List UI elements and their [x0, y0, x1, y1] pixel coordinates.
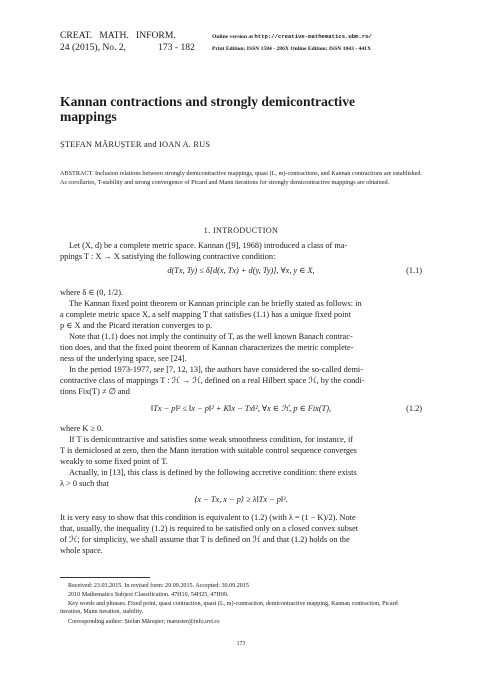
body-line: that, usually, the inequality (1.2) is required to be satisfied only on a closed convex subset [60, 524, 359, 533]
body-line: whole space. [60, 546, 103, 555]
print-edition: Print Edition: ISSN 1584 - 286X Online Edition: ISSN 1843 - 441X [212, 45, 371, 52]
online-url[interactable]: http://creative-mathematics.ubm.ro/ [254, 33, 372, 40]
journal-volume-line [60, 42, 195, 54]
body-line: where δ ∈ (0, 1/2). [60, 288, 124, 297]
equation-number: (1.1) [406, 266, 422, 275]
page-number: 173 [236, 641, 246, 647]
footnote-keywords: Key words and phrases. Fixed point, quasi contraction, quasi (L, m)-contraction, demicontractive mapping, Kannan contraction, Picard iteration, Mann iteration, stability. [60, 601, 398, 616]
body-line: of ℋ; for simplicity, we shall assume that T is defined on ℋ and that (1.2) holds on the [60, 535, 350, 544]
body-line: contractive class of mappings T : ℋ → ℋ, defined on a real Hilbert space ℋ, by the condi- [60, 376, 365, 385]
body-line: weakly to some fixed point of T. [60, 457, 168, 466]
edition-info [212, 31, 372, 55]
journal-volume: 24 (2015), No. 2, [60, 42, 127, 53]
journal-name: CREAT. MATH. INFORM. [60, 30, 176, 41]
paper-authors: ȘTEFAN MĂRUȘTER and IOAN A. RUS [60, 140, 211, 149]
equation-body: ⟨x − Tx, x − p⟩ ≥ λ‖Tx − p‖². [194, 495, 288, 504]
footnote-corresponding: Corresponding author: Ștefan Măruşter; maruster@info.uvt.ro [68, 619, 220, 625]
body-line: ness of the underlying space, see [24]. [60, 354, 187, 363]
body-line: λ > 0 such that [60, 479, 109, 488]
equation-body: d(Tx, Ty) ≤ δ[d(x, Tx) + d(y, Ty)], ∀x, y ∈ X, [167, 266, 315, 275]
body-line: It is very easy to show that this condition is equivalent to (1.2) (with λ = (1 − K)/2). Note [60, 513, 356, 522]
paper-title: Kannan contractions and strongly demicontractive mappings [60, 94, 356, 124]
body-line: Actually, in [13], this class is defined by the following accretive condition: there exists [69, 468, 357, 477]
body-line: where K ≥ 0. [60, 424, 104, 433]
footnote-msc: 2010 Mathematics Subject Classification. 47H10, 54H25, 47H09. [68, 592, 229, 598]
body-line: Note that (1.1) does not imply the continuity of T, as the well known Banach contrac- [69, 332, 353, 341]
section-heading: 1. INTRODUCTION [203, 226, 279, 235]
equation-number: (1.2) [406, 404, 422, 413]
body-line: If T is demicontractive and satisfies some weak smoothness condition, for instance, if [69, 435, 354, 444]
body-line: tions Fix(T) ≠ ∅ and [60, 387, 130, 396]
body-line: ppings T : X → X satisfying the following contractive condition: [60, 252, 276, 261]
equation-body: ‖Tx − p‖² ≤ ‖x − p‖² + K‖x − Tx‖², ∀x ∈ ℋ, p ∈ Fix(T), [150, 404, 332, 413]
body-line: In the period 1973-1977, see [7, 12, 13], the authors have considered the so-called demi- [69, 365, 363, 374]
body-line: tion does, and that the fixed point theorem of Kannan characterizes the metric complete- [60, 343, 354, 352]
journal-pages: 173 - 182 [158, 42, 195, 53]
body-line: a complete metric space X, a self mapping T that satisfies (1.1) has a unique fixed point [60, 310, 351, 319]
body-line: T is demiclosed at zero, then the Mann iteration with suitable control sequence converges [60, 446, 357, 455]
body-line: Let (X, d) be a complete metric space. Kannan ([9], 1968) introduced a class of ma- [69, 241, 348, 250]
body-line: The Kannan fixed point theorem or Kannan principle can be briefly stated as follows: in [69, 299, 362, 308]
journal-info [60, 30, 195, 54]
footnote-received: Received: 23.03.2015. In revised form: 29.09.2015. Accepted: 30.09.2015 [68, 583, 249, 589]
footnote-rule [60, 577, 150, 578]
body-line: p ∈ X and the Picard iteration converges to p. [60, 321, 213, 330]
abstract: ABSTRACT. Inclusion relations between strongly demicontractive mappings, quasi (L, m)-contractions, and Kannan contractions are established. As corollaries, T-stability and strong convergence of Picard and Mann iterations for strongly demicontractive mappings are obtained. [60, 170, 422, 186]
online-version: Online version at http://creative-mathematics.ubm.ro/ [212, 33, 372, 40]
